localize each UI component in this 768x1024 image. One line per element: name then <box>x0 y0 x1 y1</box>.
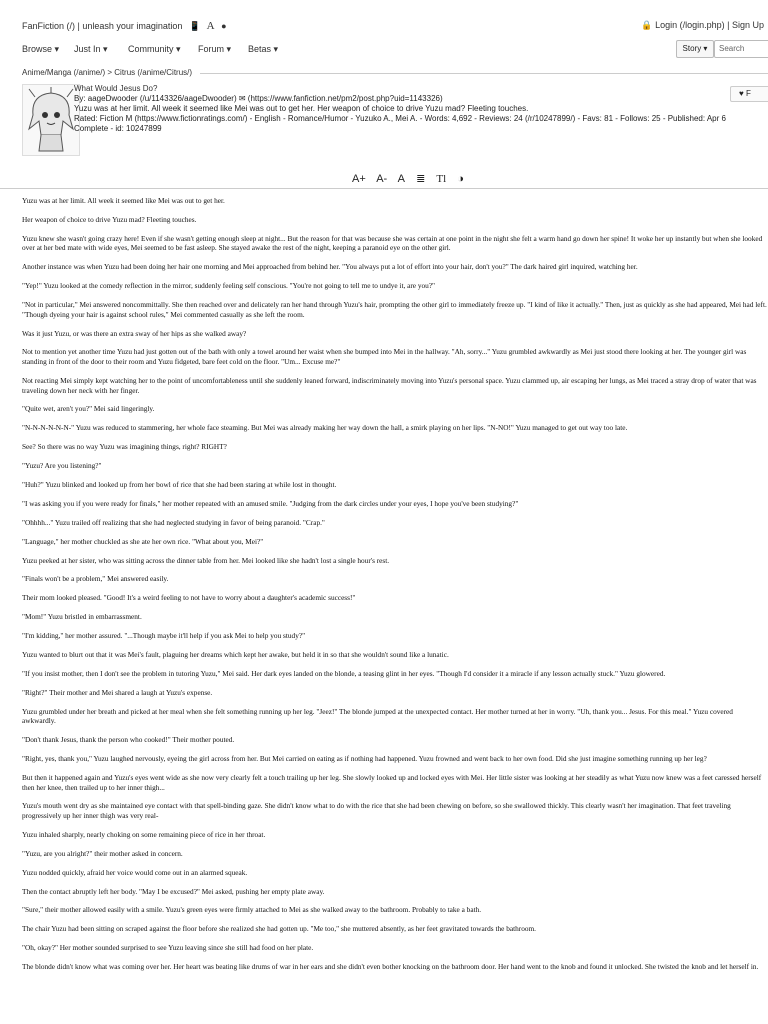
contrast-icon[interactable]: ◑ <box>457 173 464 185</box>
story-paragraph: "I'm kidding," her mother assured. "...Though maybe it'll help if you ask Mei to help you study?" <box>22 631 306 641</box>
story-paragraph: Not to mention yet another time Yuzu had just gotten out of the bath with only a towel around her waist when she bumped into Mei in the hallway. "Ah, sorry..." Yuzu grumbled awkwardly as Mei just stood there looking at her. The younger girl was standing in front of the door to their room and Yuzu fidgeted, bare feet cold on the floor. "Um... Excuse me?" <box>22 347 747 367</box>
breadcrumb[interactable]: Anime/Manga (/anime/) > Citrus (/anime/Citrus/) <box>22 68 193 77</box>
lock-icon: 🔒 <box>641 20 653 30</box>
story-paragraph: "If you insist mother, then I don't see the problem in tutoring Yuzu," Mei said. Her dark eyes landed on the blonde, a teasing glint in her eyes. "Though I'd consider it a miracle if any lesson actually stuck." Yuzu glowered. <box>22 668 666 678</box>
nav-betas[interactable]: Betas ▾ <box>248 44 279 54</box>
story-paragraph: "Oh, okay?" Her mother sounded surprised to see Yuzu leaving since she still had food on her plate. <box>22 943 314 953</box>
story-title: What Would Jesus Do? <box>74 84 158 93</box>
story-paragraph: "Yuzu? Are you listening?" <box>22 461 102 471</box>
brand-row <box>22 20 227 32</box>
story-paragraph: "N-N-N-N-N-N-" Yuzu was reduced to stammering, her whole face steaming. But Mei was already making her way down the hall, a smirk playing on her lips. "N-NO!" Yuzu managed to get out way too late. <box>22 423 628 433</box>
story-summary: Yuzu was at her limit. All week it seemed like Mei was out to get her. Her weapon of choice to drive Yuzu mad? Fleeting touches. <box>74 104 529 113</box>
story-paragraph: Yuzu's mouth went dry as she maintained eye contact with that spell-binding gaze. She didn't know what to do with the rice that she had been chewing on before, so she swallowed thickly. This clearly wasn't her imagination. That feet traveling progressively up her inner thigh was very real- <box>22 801 731 820</box>
nav-community[interactable]: Community ▾ <box>128 44 181 54</box>
anime-character-icon <box>23 85 79 155</box>
story-paragraph: But then it happened again and Yuzu's eyes went wide as she now very clearly felt a touch trailing up her leg. She slowly looked up and locked eyes with Mei. Her little sister was looking at her steadily as what Yuzu now knew was a feet caressed herself then her knee, then trailed up to her inner thigh... <box>22 772 762 792</box>
story-dropdown[interactable]: Story ▾ <box>676 40 714 58</box>
top-bar <box>0 0 768 34</box>
story-paragraph: Then the contact abruptly left her body. "May I be excused?" Mei asked, pushing her empty plate away. <box>22 886 325 896</box>
font-increase-button[interactable]: A+ <box>352 173 366 185</box>
story-cover-image[interactable] <box>22 84 80 156</box>
story-paragraph: Yuzu was at her limit. All week it seemed like Mei was out to get her. <box>22 196 225 205</box>
story-paragraph: "Don't thank Jesus, thank the person who cooked!" Their mother pouted. <box>22 735 235 745</box>
reading-toolbar <box>352 172 472 185</box>
font-decrease-button[interactable]: A- <box>376 173 388 185</box>
story-paragraph: The blonde didn't know what was coming over her. Her heart was beating like drums of war in her ears and she didn't even bother knocking on the bathroom door. Her hand went to the knob and found it unlocked. She twisted the knob and let herself in. <box>22 962 759 972</box>
text-width-button[interactable]: Tl <box>436 173 447 185</box>
nav-just-in[interactable]: Just In ▾ <box>74 44 108 54</box>
story-status: Complete - id: 10247899 <box>74 124 162 133</box>
globe-icon[interactable]: ● <box>221 21 227 31</box>
nav-browse[interactable]: Browse ▾ <box>22 44 60 54</box>
story-paragraph: "Yep!" Yuzu looked at the comedy reflection in the mirror, suddenly feeling self conscious. "You're not going to tell me to undye it, are you?" <box>22 281 436 291</box>
story-paragraph: "Finals won't be a problem," Mei answered easily. <box>22 574 169 584</box>
nav-forum[interactable]: Forum ▾ <box>198 44 232 54</box>
story-paragraph: "Mom!" Yuzu bristled in embarrassment. <box>22 612 142 622</box>
story-rating-meta: Rated: Fiction M (https://www.fictionratings.com/) - English - Romance/Humor - Yuzuko A., Mei A. - Words: 4,692 - Reviews: 24 (/r/10247899/) - Favs: 81 - Follows: 25 - Published: Apr 6 <box>74 114 726 123</box>
story-paragraph: Yuzu wanted to blurt out that it was Mei's fault, plaguing her dreams which kept her awake, but held it in so that she wouldn't sound like a lunatic. <box>22 649 449 659</box>
story-paragraph: "Right?" Their mother and Mei shared a laugh at Yuzu's expense. <box>22 687 213 697</box>
story-paragraph: Yuzu inhaled sharply, nearly choking on some remaining piece of rice in her throat. <box>22 829 266 839</box>
story-paragraph: "I was asking you if you were ready for finals," her mother repeated with an amused smile. "Judging from the dark circles under your eyes, I hope you've been studying?" <box>22 498 519 508</box>
login-links[interactable] <box>641 20 764 31</box>
line-spacing-icon[interactable]: ≣ <box>416 173 426 185</box>
toolbar-divider <box>0 188 768 189</box>
nav-bar <box>0 38 768 60</box>
font-icon[interactable]: A <box>206 20 215 32</box>
login-signup-text[interactable]: Login (/login.php) | Sign Up <box>655 20 764 30</box>
story-paragraph: Her weapon of choice to drive Yuzu mad? Fleeting touches. <box>22 214 197 224</box>
font-reset-button[interactable]: A <box>397 173 406 185</box>
story-paragraph: See? So there was no way Yuzu was imagining things, right? RIGHT? <box>22 442 227 452</box>
phone-icon[interactable]: 📱 <box>188 21 201 31</box>
story-text <box>22 196 768 981</box>
story-paragraph: Yuzu grumbled under her breath and picked at her meal when she felt something running up her leg. "Jeez!" The blonde jumped at the unexpected contact. Her mother turned at her in worry. "Uh, thank you... Jesus. For this meal." Yuzu covered awkwardly. <box>22 706 733 726</box>
story-paragraph: Another instance was when Yuzu had been doing her hair one morning and Mei approached from behind her. "You always put a lot of effort into your hair, don't you?" The dark haired girl inquired, watching her. <box>22 262 638 272</box>
story-paragraph: Yuzu knew she wasn't going crazy here! Even if she wasn't getting enough sleep at night... But the reason for that was because she was certain at one point in the night she felt a warm hand go down her spine! It woke her up instantly but when she looked over at her bed mate with wide eyes, Mei seemed to be fast asleep. She stayed awake the rest of the night, keeping a paranoid eye on the other girl. <box>22 233 763 253</box>
story-paragraph: "Ohhhh..." Yuzu trailed off realizing that she had neglected studying in favor of being paranoid. "Crap." <box>22 517 325 527</box>
story-author[interactable]: By: aageDwooder (/u/1143326/aageDwooder) ✉ (https://www.fanfiction.net/pm2/post.php?uid=1143326) <box>74 94 443 103</box>
story-paragraph: "Language," her mother chuckled as she ate her own rice. "What about you, Mei?" <box>22 536 264 546</box>
brand-link[interactable]: FanFiction (/) | unleash your imagination <box>22 21 183 31</box>
story-paragraph: "Right, yes, thank you," Yuzu laughed nervously, eyeing the girl across from her. But Mei carried on eating as if nothing had happened. Yuzu frowned and went back to her own food. Did she just imagine something running up her leg? <box>22 754 707 764</box>
story-paragraph: Yuzu peeked at her sister, who was sitting across the dinner table from her. Mei looked like she hadn't lost a single hour's rest. <box>22 555 390 565</box>
story-paragraph: "Quite wet, aren't you?" Mei said lingeringly. <box>22 404 155 414</box>
story-paragraph: Was it just Yuzu, or was there an extra sway of her hips as she walked away? <box>22 328 247 338</box>
story-paragraph: The chair Yuzu had been sitting on scraped against the floor before she realized she had gotten up. "Me too," she muttered absently, as her feet gravitated towards the bathroom. <box>22 924 536 934</box>
story-paragraph: "Huh?" Yuzu blinked and looked up from her bowl of rice that she had been staring at while lost in thought. <box>22 479 337 489</box>
story-paragraph: "Yuzu, are you alright?" their mother asked in concern. <box>22 848 183 858</box>
search-input[interactable]: Search <box>714 40 768 58</box>
story-paragraph: Not reacting Mei simply kept watching her to the point of uncomfortableness until she suddenly leaned forward, indiscriminately moving into Yuzu's personal space. Yuzu clammed up, air escaping her lungs, as Mei traced a stray drop of water that was traveling down her neck with her finger. <box>22 375 757 395</box>
story-paragraph: "Not in particular," Mei answered noncommittally. She then reached over and delicately ran her hand through Yuzu's hair, prompting the other girl to immediately freeze up. "I kind of like it actually." Then, just as quickly as she had appeared, Mei had left. "Though dyeing your hair is against school rules," Mei commented casually as she left the room. <box>22 300 767 319</box>
breadcrumb-divider <box>200 73 768 74</box>
favorite-button[interactable]: ♥ F <box>730 86 768 102</box>
story-paragraph: "Sure," their mother allowed easily with a smile. Yuzu's green eyes were firmly attached to Mei as she walked away to the bathroom. Probably to take a bath. <box>22 905 482 915</box>
story-paragraph: Their mom looked pleased. "Good! It's a weird feeling to not have to worry about a daughter's academic success!" <box>22 593 356 603</box>
story-info <box>74 84 768 134</box>
story-paragraph: Yuzu nodded quickly, afraid her voice would come out in an alarmed squeak. <box>22 867 248 877</box>
